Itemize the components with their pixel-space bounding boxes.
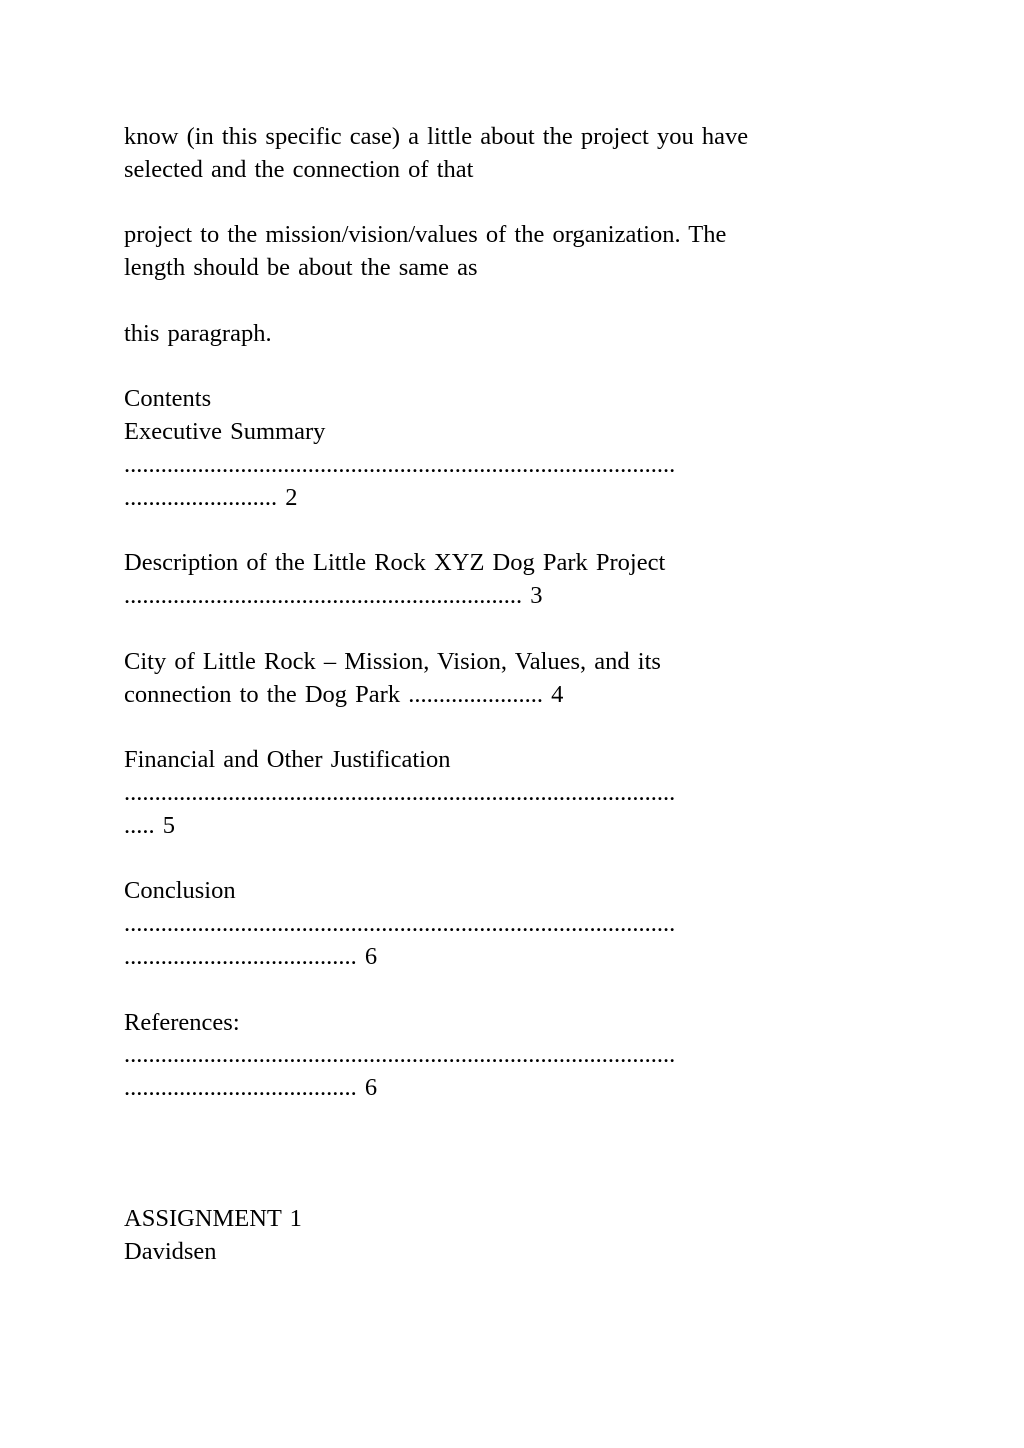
author-name: Davidsen [124,1238,217,1266]
intro-paragraph-1 [124,121,914,187]
toc-leader-dots: .......................................................................................... [124,910,676,938]
toc-leader-dots: .......................................................................................... [124,450,676,478]
toc-leader-dots: .......................................................................................... [124,778,676,806]
document-page [124,121,914,1269]
toc-entry-executive-summary[interactable] [124,416,914,514]
text-line: know (in this specific case) a little about the project you have [124,123,749,150]
toc-entry-references[interactable] [124,1007,914,1105]
assignment-label: ASSIGNMENT 1 [124,1205,302,1233]
toc-entry-mission[interactable] [124,646,914,712]
intro-paragraph-2 [124,219,914,285]
table-of-contents [124,383,914,1105]
toc-leader-dots: .......................................................................................... [124,1041,676,1069]
toc-entry-title: Conclusion [124,877,236,905]
contents-heading: Contents [124,385,212,413]
assignment-footer [124,1203,914,1269]
text-line: length should be about the same as [124,254,478,282]
toc-page-number: ..... 5 [124,811,175,839]
toc-page-number: ......................... 2 [124,483,298,511]
text-line: selected and the connection of that [124,155,474,183]
toc-page-number: ...................................... 6 [124,942,378,970]
toc-entry-title: References: [124,1008,240,1036]
toc-entry-financial[interactable] [124,744,914,842]
toc-entry-description[interactable] [124,547,914,613]
toc-page-number: connection to the Dog Park ...................... 4 [124,680,564,708]
toc-entry-conclusion[interactable] [124,875,914,973]
toc-page-number: ...................................... 6 [124,1074,378,1102]
toc-entry-title: City of Little Rock – Mission, Vision, Values, and its [124,647,661,675]
toc-entry-title: Description of the Little Rock XYZ Dog Park Project [124,549,666,577]
text-line: this paragraph. [124,319,272,347]
intro-paragraph-3 [124,318,914,351]
toc-page-number: ................................................................. 3 [124,582,543,610]
toc-entry-title: Financial and Other Justification [124,746,451,774]
toc-entry-title: Executive Summary [124,418,326,446]
text-line: project to the mission/vision/values of the organization. The [124,221,727,249]
